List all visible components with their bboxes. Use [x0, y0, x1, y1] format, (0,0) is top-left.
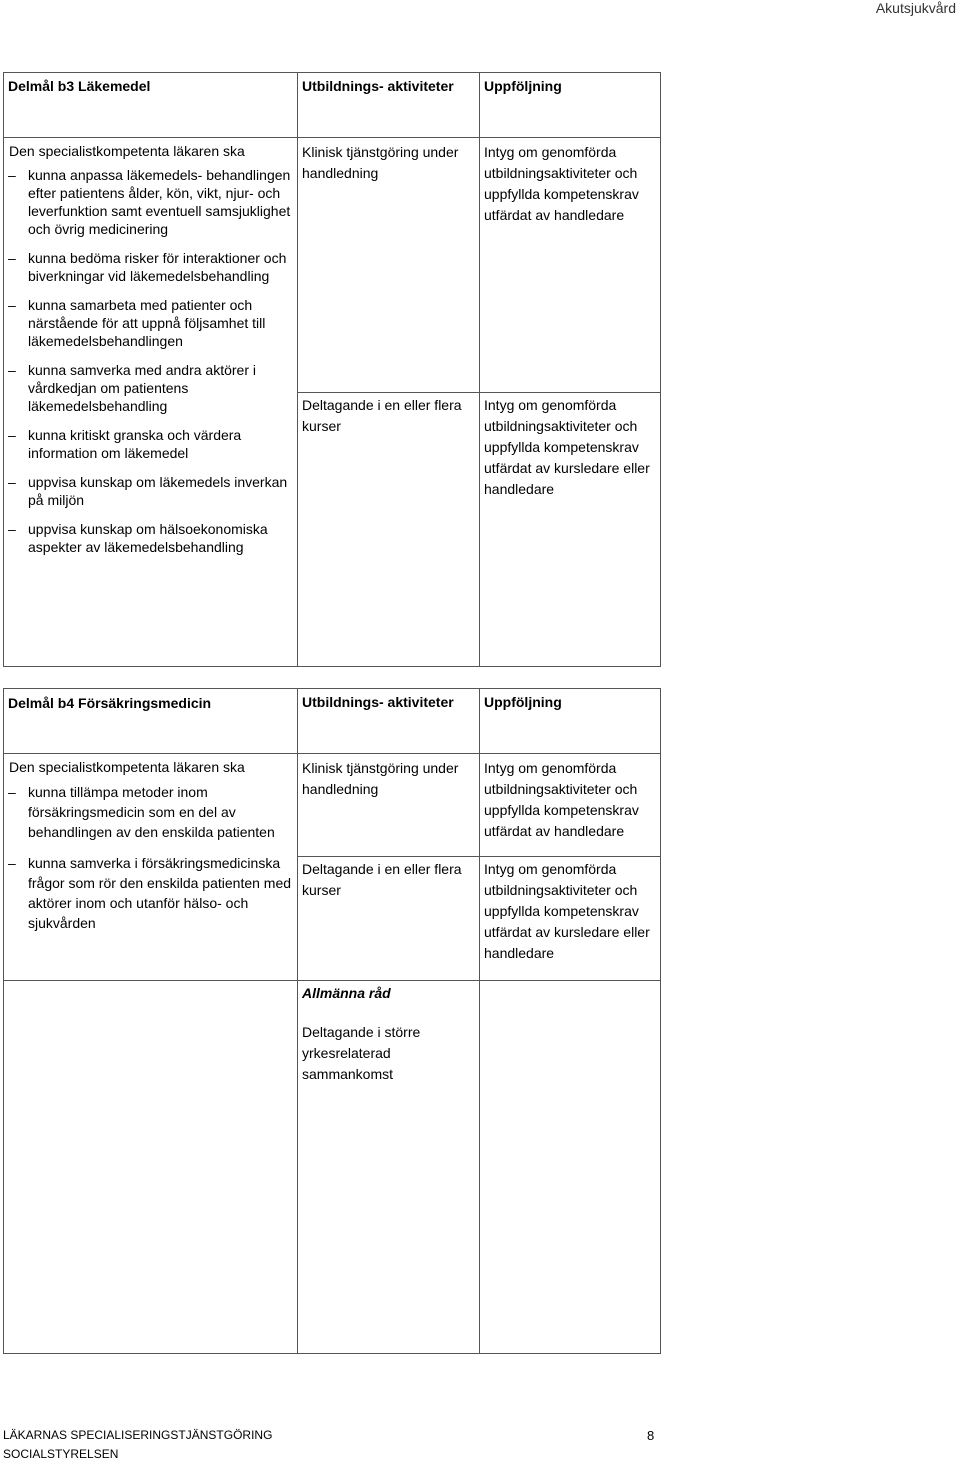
running-header: Akutsjukvård — [875, 0, 956, 16]
header-cell-goal: Delmål b3 Läkemedel — [4, 73, 298, 138]
list-item: – kunna samverka i försäkringsmedicinska frågor som rör den enskilda patienten med aktörer inom och utanför hälso- och sjukvården — [8, 853, 293, 933]
activity-cell: Klinisk tjänstgöring under handledning — [298, 138, 480, 393]
followup-cell: Intyg om genomförda utbildningsaktiviteter och uppfyllda kompetenskrav utfärdat av kursledare eller handledare — [480, 857, 661, 981]
goal-list — [8, 166, 293, 556]
list-item: – kunna kritiskt granska och värdera information om läkemedel — [8, 426, 293, 462]
list-item: – uppvisa kunskap om läkemedels inverkan på miljön — [8, 473, 293, 509]
list-item: – kunna bedöma risker för interaktioner och biverkningar vid läkemedelsbehandling — [8, 249, 293, 285]
table-delmal-b3 — [3, 72, 661, 667]
activity-cell: Klinisk tjänstgöring under handledning — [298, 754, 480, 857]
list-item: – kunna samarbeta med patienter och närstående för att uppnå följsamhet till läkemedelsbehandlingen — [8, 296, 293, 350]
followup-cell: Intyg om genomförda utbildningsaktiviteter och uppfyllda kompetenskrav utfärdat av handledare — [480, 138, 661, 393]
goal-cell — [4, 138, 298, 667]
activity-cell: Deltagande i en eller flera kurser — [298, 393, 480, 667]
goal-cell — [4, 754, 298, 981]
table-delmal-b4 — [3, 688, 661, 1354]
header-cell-goal: Delmål b4 Försäkringsmedicin — [4, 689, 298, 754]
advice-text: Deltagande i större yrkesrelaterad sammankomst — [302, 1024, 421, 1082]
empty-goal-cell — [4, 981, 298, 1354]
header-cell-activities: Utbildnings- aktiviteter — [298, 689, 480, 754]
table-row — [4, 981, 661, 1354]
list-item: – uppvisa kunskap om hälsoekonomiska aspekter av läkemedelsbehandling — [8, 520, 293, 556]
header-cell-activities: Utbildnings- aktiviteter — [298, 73, 480, 138]
table-header-row — [4, 689, 661, 754]
activity-cell: Deltagande i en eller flera kurser — [298, 857, 480, 981]
followup-cell: Intyg om genomförda utbildningsaktiviteter och uppfyllda kompetenskrav utfärdat av kursledare eller handledare — [480, 393, 661, 667]
advice-title: Allmänna råd — [302, 985, 391, 1001]
list-item: – kunna anpassa läkemedels- behandlingen efter patientens ålder, kön, vikt, njur- och leverfunktion samt eventuell samsjuklighet och övrig medicinering — [8, 166, 293, 238]
list-item: – kunna tillämpa metoder inom försäkringsmedicin som en del av behandlingen av den enskilda patienten — [8, 782, 293, 842]
list-item: – kunna samverka med andra aktörer i vårdkedjan om patientens läkemedelsbehandling — [8, 361, 293, 415]
table-row — [4, 138, 661, 393]
table-row — [4, 754, 661, 857]
goal-list — [8, 782, 293, 933]
intro-text: Den specialistkompetenta läkaren ska — [9, 143, 245, 159]
header-cell-followup: Uppföljning — [480, 689, 661, 754]
advice-cell — [298, 981, 480, 1354]
footer-line-2: SOCIALSTYRELSEN — [3, 1447, 119, 1461]
intro-text: Den specialistkompetenta läkaren ska — [9, 759, 245, 775]
table-header-row — [4, 73, 661, 138]
page-number: 8 — [647, 1428, 655, 1443]
footer-line-1: LÄKARNAS SPECIALISERINGSTJÄNSTGÖRING — [3, 1428, 273, 1442]
header-cell-followup: Uppföljning — [480, 73, 661, 138]
followup-cell: Intyg om genomförda utbildningsaktiviteter och uppfyllda kompetenskrav utfärdat av handledare — [480, 754, 661, 857]
empty-followup-cell — [480, 981, 661, 1354]
